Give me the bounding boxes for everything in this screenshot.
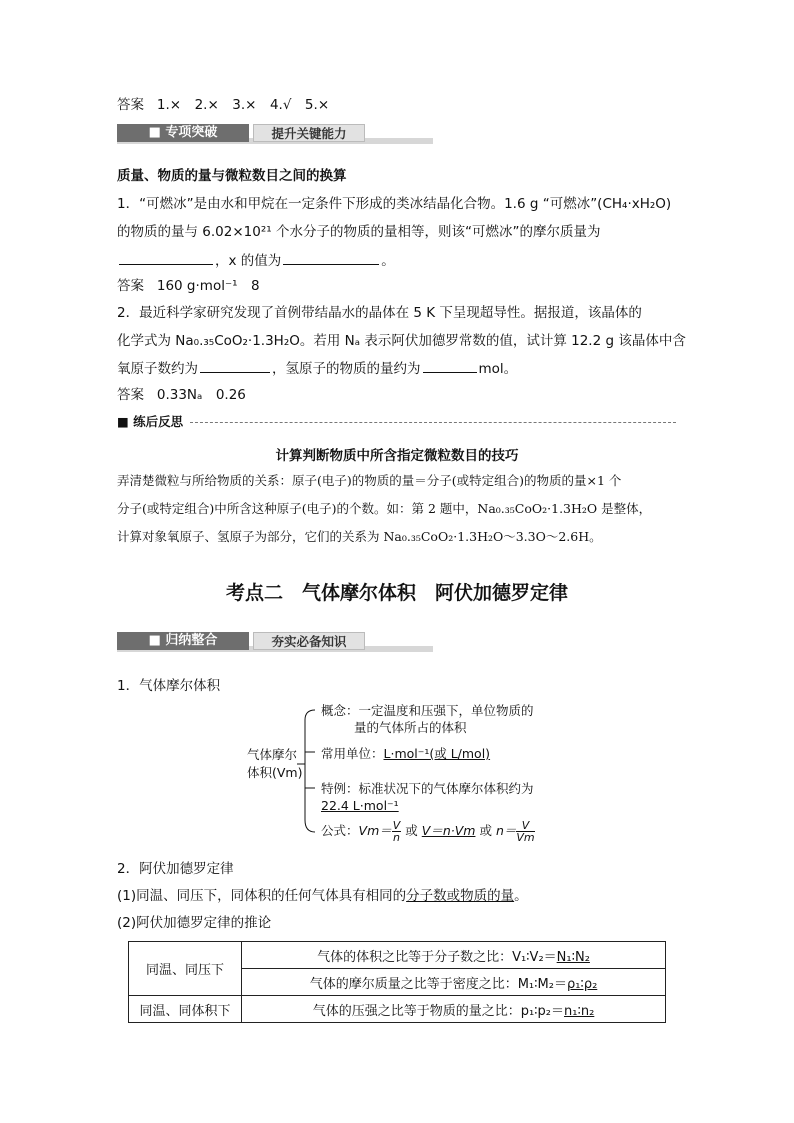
q2-text-b: ，氢原子的物质的量约为 (272, 361, 421, 377)
q2-line-2: 化学式为 Na₀.₃₅CoO₂·1.3H₂O。若用 Nₐ 表示阿伏加德罗常数的值，试计算 12.2 g 该晶体中含 (117, 333, 686, 349)
molar-volume-diagram (245, 700, 575, 852)
rule-text: 气体的摩尔质量之比等于密度之比：M₁∶M₂＝ (309, 976, 567, 992)
fraction-denominator: Vm (516, 831, 535, 844)
rule-text: 气体的体积之比等于分子数之比：V₁∶V₂＝ (317, 949, 557, 965)
answer-label: 答案 (117, 387, 144, 403)
diagram-root-line-2: 体积(Vm) (247, 765, 303, 780)
q2-text-c: mol。 (478, 361, 518, 377)
tip-line-1: 弄清楚微粒与所给物质的关系：原子(电子)的物质的量＝分子(或特定组合)的物质的量×1 个 (117, 473, 622, 488)
answer-label: 答案 (117, 278, 144, 294)
fraction-numerator: V (392, 819, 401, 832)
answer-blank[interactable] (423, 358, 477, 373)
formula-n: n＝ (495, 823, 517, 838)
answer-blank[interactable] (283, 250, 379, 265)
condition-cell: 同温、同体积下 (129, 996, 242, 1023)
q2-text-a: 氧原子数约为 (117, 361, 198, 377)
subheading: 质量、物质的量与微粒数目之间的换算 (117, 168, 347, 184)
tip-title: 计算判断物质中所含指定微粒数目的技巧 (275, 448, 519, 464)
or-word: 或 (479, 823, 492, 838)
special-value: 22.4 L·mol⁻¹ (321, 798, 399, 813)
fraction-denominator: n (393, 831, 400, 844)
answer-line-2 (117, 276, 260, 296)
rule-cell (242, 969, 666, 996)
table-row (129, 942, 666, 969)
avogadro-table (128, 941, 666, 1023)
answer-blank[interactable] (200, 358, 270, 373)
answer-text: 0.33Nₐ 0.26 (156, 387, 246, 403)
section-banner-special (117, 124, 433, 144)
q1-line-2: 的物质的量与 6.02×10²¹ 个水分子的物质的量相等，则该“可燃冰”的摩尔质量为 (117, 224, 601, 240)
banner-dark-label: ■ 归纳整合 (117, 632, 249, 650)
reflect-divider (190, 422, 676, 423)
rule-answer: n₁∶n₂ (564, 1003, 595, 1019)
point-2-1-answer: 分子数或物质的量 (406, 888, 515, 904)
rule-text: 气体的压强之比等于物质的量之比：p₁∶p₂＝ (312, 1003, 564, 1019)
answer-blank[interactable] (119, 250, 213, 265)
tip-line-3: 计算对象氧原子、氢原子为部分，它们的关系为 Na₀.₃₅CoO₂·1.3H₂O～3.3O～2.6H。 (117, 529, 602, 544)
q1-end-text: 。 (381, 253, 395, 269)
answer-line-3 (117, 385, 246, 405)
q1-mid-text: ，x 的值为 (215, 253, 282, 269)
rule-answer: N₁∶N₂ (556, 949, 590, 965)
q2-line-1: 2．最近科学家研究发现了首例带结晶水的晶体在 5 K 下呈现超导性。据报道，该晶体的 (117, 305, 642, 321)
special-label: 特例：标准状况下的气体摩尔体积约为 (321, 781, 534, 796)
point-2-title: 2．阿伏加德罗定律 (117, 861, 234, 877)
section-banner-summary (117, 632, 433, 652)
diagram-root-line-1: 气体摩尔 (247, 747, 298, 762)
concept-line-1: 概念：一定温度和压强下，单位物质的 (321, 703, 534, 718)
diagram-root (247, 746, 302, 782)
rule-cell (242, 942, 666, 969)
section-title: 考点二 气体摩尔体积 阿伏加德罗定律 (225, 582, 568, 604)
condition-cell: 同温、同压下 (129, 942, 242, 996)
banner-light-label: 提升关键能力 (253, 124, 365, 142)
diagram-concept (321, 702, 534, 736)
concept-line-2: 量的气体所占的体积 (354, 720, 467, 735)
answer-text: 1.× 2.× 3.× 4.√ 5.× (156, 97, 330, 113)
banner-light-label: 夯实必备知识 (253, 632, 365, 650)
unit-label: 常用单位： (321, 746, 384, 761)
diagram-unit (321, 744, 490, 762)
fraction-v-over-n (392, 820, 402, 843)
answer-label: 答案 (117, 97, 144, 113)
unit-value: L·mol⁻¹(或 L/mol) (383, 746, 491, 761)
point-2-1 (117, 886, 528, 906)
q1-line-3 (117, 250, 395, 271)
formula-vm: Vm＝ (358, 823, 392, 838)
formula-label: 公式： (321, 823, 359, 838)
diagram-special (321, 780, 534, 814)
formula-v: V＝n·Vm (421, 823, 476, 838)
answer-line-1 (117, 95, 329, 115)
fraction-numerator: V (516, 820, 534, 832)
point-2-1-text: (1)同温、同压下，同体积的任何气体具有相同的 (117, 888, 407, 904)
point-1-title: 1．气体摩尔体积 (117, 678, 221, 694)
rule-answer: ρ₁∶ρ₂ (566, 976, 598, 992)
diagram-formula (321, 820, 535, 843)
answer-text: 160 g·mol⁻¹ 8 (156, 278, 260, 294)
tip-line-2: 分子(或特定组合)中所含这种原子(电子)的个数。如：第 2 题中，Na₀.₃₅CoO₂·1.3H₂O 是整体， (117, 501, 652, 516)
reflect-label: ■ 练后反思 (117, 414, 184, 429)
or-word: 或 (405, 823, 418, 838)
point-2-1-end: 。 (514, 888, 528, 904)
rule-cell (242, 996, 666, 1023)
fraction-v-over-vm (516, 820, 534, 843)
banner-dark-label: ■ 专项突破 (117, 124, 249, 142)
q2-line-3 (117, 358, 517, 379)
q1-line-1: 1．“可燃冰”是由水和甲烷在一定条件下形成的类冰结晶化合物。1.6 g “可燃冰”(CH₄·xH₂O) (117, 196, 672, 212)
point-2-2: (2)阿伏加德罗定律的推论 (117, 915, 272, 931)
table-row (129, 996, 666, 1023)
